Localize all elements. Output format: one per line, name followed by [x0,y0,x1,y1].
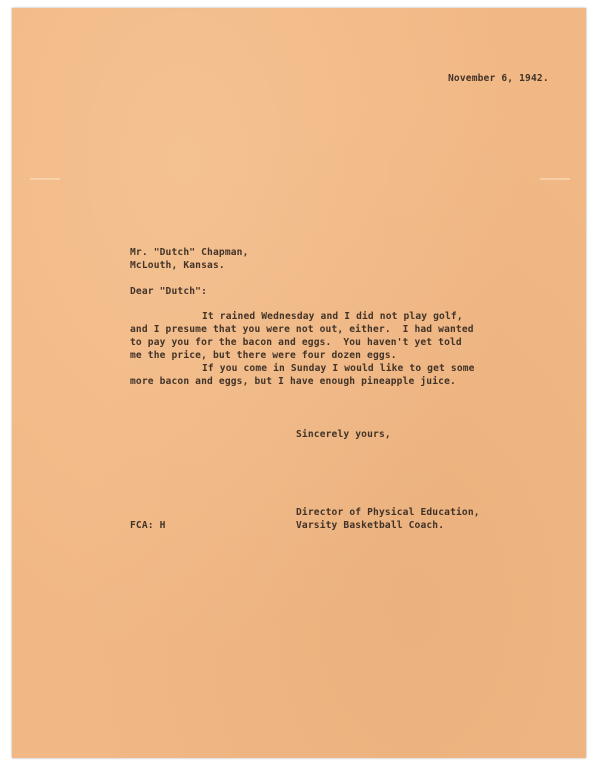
salutation: Dear "Dutch": [130,286,208,297]
letter-date: November 6, 1942. [448,73,549,84]
paragraph-1-line-2: and I presume that you were not out, either. I had wanted [130,324,474,335]
paper-mark [540,178,570,180]
recipient-name: Mr. "Dutch" Chapman, [130,247,249,258]
closing: Sincerely yours, [296,429,391,440]
paragraph-1-line-1: It rained Wednesday and I did not play golf, [202,311,463,322]
paragraph-2-line-2: more bacon and eggs, but I have enough pineapple juice. [130,376,456,387]
paragraph-1-line-4: me the price, but there were four dozen eggs. [130,350,397,361]
signature-title-2: Varsity Basketball Coach. [296,520,445,531]
signature-title-1: Director of Physical Education, [296,507,480,518]
paragraph-2-line-1: If you come in Sunday I would like to get some [202,363,475,374]
reference-initials: FCA: H [130,520,166,531]
letter-page [12,8,586,758]
paper-mark [30,178,60,180]
recipient-address: McLouth, Kansas. [130,260,225,271]
paragraph-1-line-3: to pay you for the bacon and eggs. You haven't yet told [130,337,462,348]
